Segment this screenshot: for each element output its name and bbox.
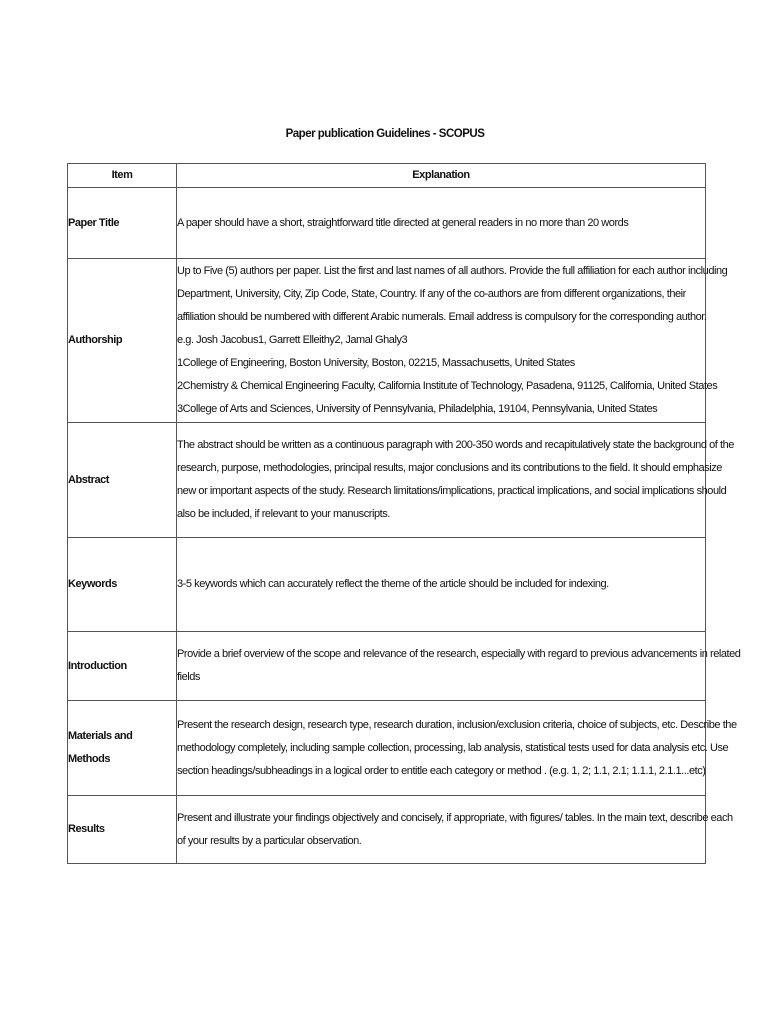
table-row: [68, 259, 706, 423]
row-explanation: [177, 259, 728, 423]
explanation-line: affiliation should be numbered with different Arabic numerals. Email address is compulsory for the corresponding author.: [177, 311, 707, 323]
explanation-line: fields: [177, 671, 200, 683]
explanation-line: 3-5 keywords which can accurately reflect the theme of the article should be included for indexing.: [177, 578, 609, 590]
row-item-paper-title: Paper Title: [68, 188, 177, 259]
explanation-line: Up to Five (5) authors per paper. List the first and last names of all authors. Provide the full affiliation for each author including: [177, 265, 728, 277]
row-item-authorship: Authorship: [68, 259, 177, 423]
explanation-line: Present and illustrate your findings objectively and concisely, if appropriate, with figures/ tables. In the main text, describe each: [177, 811, 733, 824]
explanation-line: 3College of Arts and Sciences, University of Pennsylvania, Philadelphia, 19104, Pennsylvania, United States: [177, 403, 658, 415]
row-explanation: [177, 632, 741, 701]
row-explanation: [177, 796, 733, 864]
column-header-item: Item: [68, 164, 177, 188]
row-explanation: [177, 188, 706, 259]
guidelines-table: [67, 163, 741, 864]
explanation-line: also be included, if relevant to your manuscripts.: [177, 508, 390, 520]
row-item-introduction: Introduction: [68, 632, 177, 701]
explanation-line: The abstract should be written as a continuous paragraph with 200-350 words and recapitulatively state the background of the: [177, 439, 734, 451]
explanation-line: Department, University, City, Zip Code, State, Country. If any of the co-authors are from different organizations, their: [177, 288, 686, 300]
column-header-explanation: Explanation: [177, 164, 706, 188]
row-item-keywords: Keywords: [68, 538, 177, 632]
document-title: Paper publication Guidelines - SCOPUS: [285, 128, 485, 140]
table-row: [68, 423, 706, 538]
explanation-line: of your results by a particular observation.: [177, 834, 362, 847]
row-item-results: Results: [68, 796, 177, 864]
explanation-line: e.g. Josh Jacobus1, Garrett Elleithy2, Jamal Ghaly3: [177, 334, 408, 346]
row-item-abstract: Abstract: [68, 423, 177, 538]
row-explanation: [177, 701, 737, 796]
explanation-line: methodology completely, including sample collection, processing, lab analysis, statistical tests used for data analysis etc. Use: [177, 741, 729, 754]
table-row: [68, 701, 706, 796]
table-row: [68, 538, 706, 632]
explanation-line: Present the research design, research type, research duration, inclusion/exclusion criteria, choice of subjects, etc. Describe the: [177, 718, 737, 731]
table-row: [68, 632, 706, 701]
explanation-line: A paper should have a short, straightforward title directed at general readers in no more than 20 words: [177, 216, 629, 229]
explanation-line: 1College of Engineering, Boston University, Boston, 02215, Massachusetts, United States: [177, 357, 575, 369]
table-row: [68, 188, 706, 259]
explanation-line: new or important aspects of the study. Research limitations/implications, practical implications, and social implications should: [177, 485, 727, 497]
row-explanation: [177, 423, 734, 538]
explanation-line: section headings/subheadings in a logical order to entitle each category or method . (e.g. 1, 2; 1.1, 2.1; 1.1.1, 2.1.1...etc): [177, 764, 706, 777]
row-item-materials-and-methods: Materials and Methods: [68, 701, 177, 796]
explanation-line: Provide a brief overview of the scope and relevance of the research, especially with regard to previous advancements in related: [177, 648, 741, 660]
explanation-line: 2Chemistry & Chemical Engineering Faculty, California Institute of Technology, Pasadena, 91125, California, United States: [177, 380, 718, 392]
explanation-line: research, purpose, methodologies, principal results, major conclusions and its contributions to the field. It should emphasize: [177, 462, 722, 474]
table-row: [68, 796, 706, 864]
table-header-row: [68, 164, 706, 188]
row-explanation: [177, 538, 706, 632]
